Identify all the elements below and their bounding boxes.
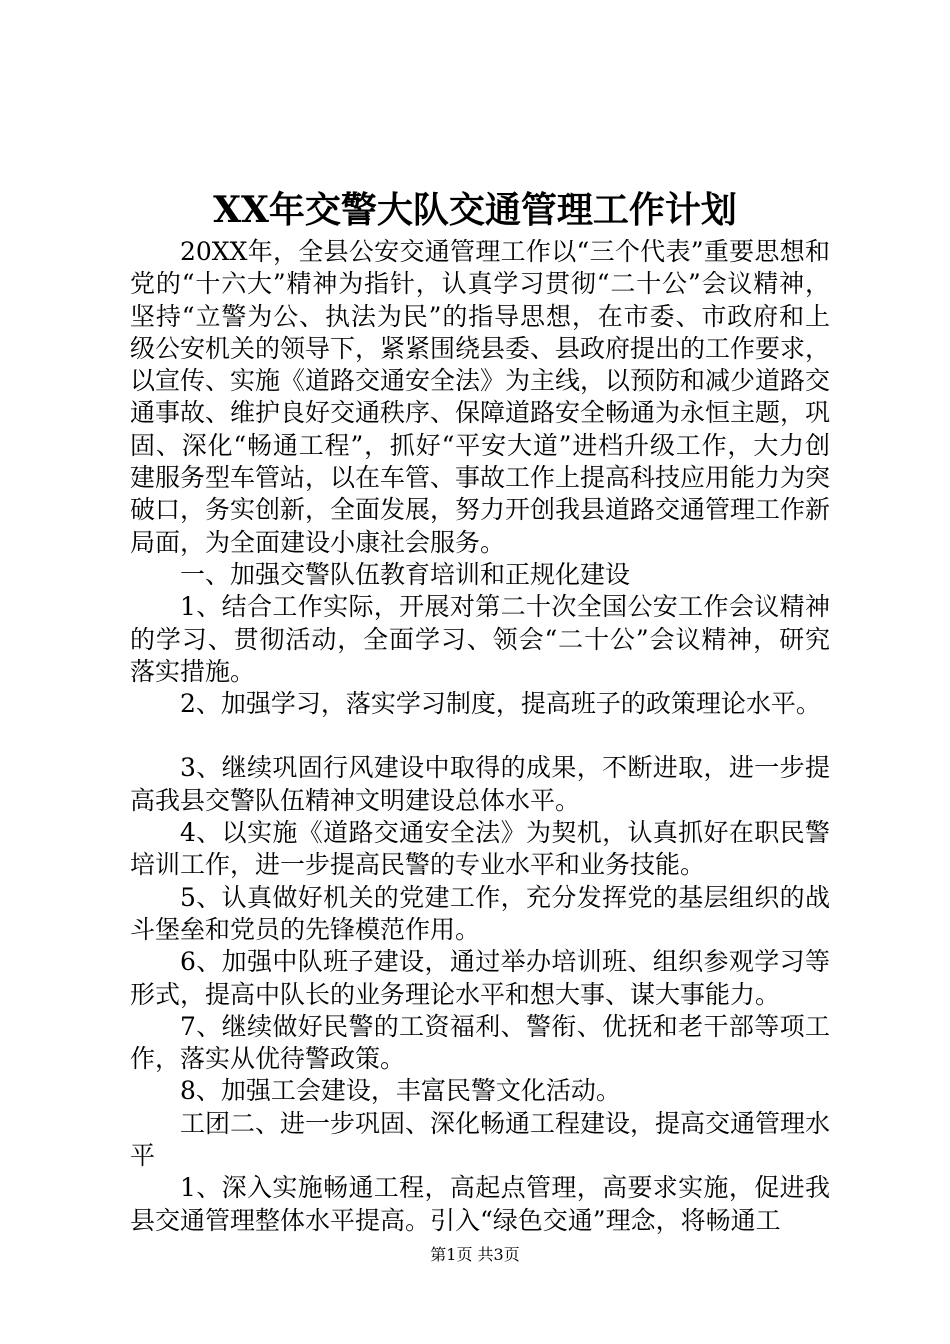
list-item: 6、加强中队班子建设，通过举办培训班、组织参观学习等形式，提高中队长的业务理论水平和想大事、谋大事能力。 — [130, 947, 830, 1009]
list-item: 7、继续做好民警的工资福利、警衔、优抚和老干部等项工作，落实从优待警政策。 — [130, 1011, 830, 1074]
intro-paragraph: 20XX年，全县公安交通管理工作以“三个代表”重要思想和党的“十六大”精神为指针，认真学习贯彻“二十公”会议精神，坚持“立警为公、执法为民”的指导思想，在市委、市政府和上级公安机关的领导下，紧紧围绕县委、县政府提出的工作要求，以宣传、实施《道路交通安全法》为主线，以预防和减少道路交通事故、维护良好交通秩序、保障道路安全畅通为永恒主题，巩固、深化“畅通工程”，抓好“平安大道”进档升级工作，大力创建服务型车管站，以在车管、事故工作上提高科技应用能力为突破口，务实创新，全面发展，努力开创我县道路交通管理工作新局面，为全面建设小康社会服务。 — [130, 237, 831, 557]
list-item: 2、加强学习，落实学习制度，提高班子的政策理论水平。 — [180, 689, 821, 719]
section-heading-1: 一、加强交警队伍教育培训和正规化建设 — [180, 559, 631, 589]
list-item: 3、继续巩固行风建设中取得的成果，不断进取，进一步提高我县交警队伍精神文明建设总体水平。 — [130, 753, 830, 815]
document-body — [130, 236, 830, 1237]
page-footer: 第1页 共3页 — [430, 1245, 520, 1264]
list-item: 5、认真做好机关的党建工作，充分发挥党的基层组织的战斗堡垒和党员的先锋模范作用。 — [130, 882, 830, 944]
list-item: 8、加强工会建设，丰富民警文化活动。 — [180, 1076, 621, 1106]
document-title: XX年交警大队交通管理工作计划 — [213, 189, 737, 231]
list-item: 1、深入实施畅通工程，高起点管理，高要求实施，促进我县交通管理整体水平提高。引入“绿色交通”理念，将畅通工 — [130, 1173, 830, 1235]
list-item: 1、结合工作实际，开展对第二十次全国公安工作会议精神的学习、贯彻活动，全面学习、领会“二十公”会议精神，研究落实措施。 — [130, 592, 830, 686]
list-item: 4、以实施《道路交通安全法》为契机，认真抓好在职民警培训工作，进一步提高民警的专业水平和业务技能。 — [130, 818, 830, 880]
section-heading-2: 工团二、进一步巩固、深化畅通工程建设，提高交通管理水平 — [130, 1108, 831, 1171]
